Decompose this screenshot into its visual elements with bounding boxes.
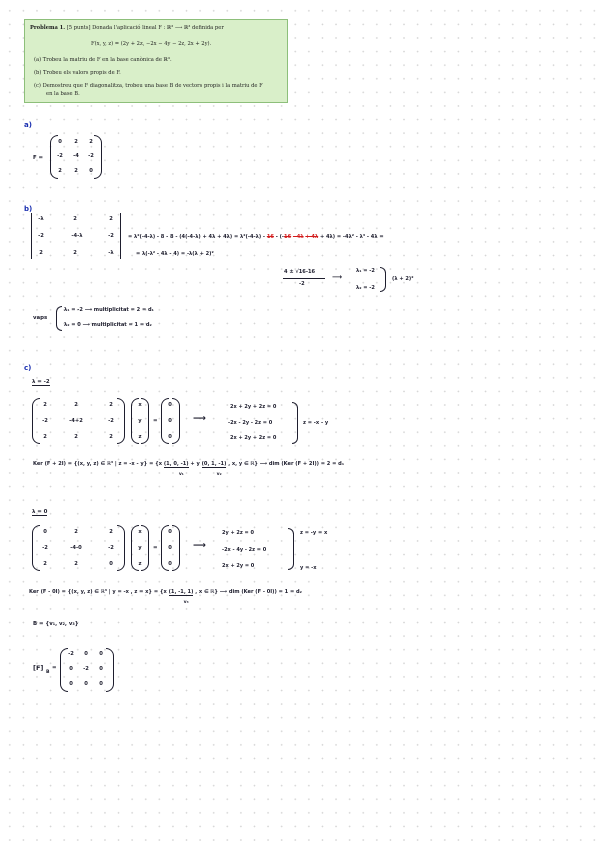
- equation: -2x - 4y - 2z = 0: [222, 547, 267, 553]
- kernel-text: + y: [190, 461, 200, 467]
- vaps-label: vaps: [33, 315, 48, 321]
- struck-term: 16: [266, 234, 274, 240]
- det-cell: -2: [38, 233, 44, 239]
- det-cell: -λ: [108, 250, 114, 256]
- vector-cell: 0: [168, 529, 172, 535]
- section-a-label: a): [24, 121, 32, 129]
- matrix-cell: 2: [43, 402, 47, 408]
- matrix-cell: -2: [83, 666, 89, 672]
- equation: 2x + 2y + 2z = 0: [230, 404, 277, 410]
- lambda-2-heading: λ = 0: [32, 509, 48, 515]
- matrix-cell: -4: [73, 153, 79, 159]
- matrix-cell: 0: [58, 139, 62, 145]
- det-expansion-line-2: = λ(-λ² - 4λ - 4) = -λ(λ + 2)²: [136, 251, 214, 257]
- matrix-cell: 0: [89, 168, 93, 174]
- matrix-cell: 2: [109, 434, 113, 440]
- solution-1: z = -x - y: [303, 420, 329, 426]
- vector-cell: 0: [168, 561, 172, 567]
- problem-part-c-cont: en la base B.: [46, 91, 80, 97]
- root-1: λ₁ = -2: [356, 268, 375, 274]
- kernel-text: Ker (F + 2I) = {(x, y, z) ∈ ℝ³ | z = -x - y} = {x: [33, 461, 163, 467]
- matrix-cell: 2: [43, 434, 47, 440]
- vector-cell: 0: [168, 545, 172, 551]
- right-brace: [292, 402, 298, 444]
- problem-statement-box: [24, 19, 288, 103]
- solution-2a: z = -y = x: [300, 530, 328, 536]
- expansion-part: - (-: [275, 234, 285, 240]
- eigenbasis: B = {v₁, v₂, v₃}: [33, 621, 79, 627]
- solution-2b: y = -x: [300, 565, 317, 571]
- root-2: λ₂ = -2: [356, 285, 375, 291]
- struck-term: - 4λ: [292, 234, 304, 240]
- matrix-cell: 2: [74, 168, 78, 174]
- kernel-2-line: [29, 589, 302, 605]
- matrix-F-lhs: F =: [33, 155, 44, 161]
- matrix-cell: -2: [88, 153, 94, 159]
- det-cell: -4-λ: [71, 233, 83, 239]
- problem-points: [5 punts]: [66, 25, 91, 31]
- matrix-cell: 2: [109, 529, 113, 535]
- equals-sign: =: [153, 418, 158, 424]
- vector-cell: x: [138, 402, 142, 408]
- problem-part-c: (c) Demostreu que F diagonalitza, trobeu una base B de vectors propis i la matriu de F: [34, 83, 263, 89]
- problem-header: [30, 25, 224, 31]
- det-cell: 2: [73, 216, 77, 222]
- det-cell: 2: [73, 250, 77, 256]
- eigenvector-v3-value: (1, -1, 1): [168, 589, 194, 595]
- matrix-cell: -2: [57, 153, 63, 159]
- struck-term: 16: [284, 234, 292, 240]
- equals-sign: =: [153, 545, 158, 551]
- vector-cell: x: [138, 529, 142, 535]
- eigenvector-v2: [201, 461, 227, 477]
- problem-intro: Donada l'aplicació lineal F : ℝ³ ⟶ ℝ³ definida per: [92, 25, 224, 31]
- vector-cell: z: [138, 561, 142, 567]
- problem-part-a: (a) Trobeu la matriu de F en la base canònica de ℝ³.: [34, 57, 172, 63]
- eigenvector-v2-value: (0, 1, -1): [201, 461, 227, 467]
- matrix-cell: 2: [58, 168, 62, 174]
- det-cell: 2: [109, 216, 113, 222]
- section-b-label: b): [24, 205, 33, 213]
- expansion-part: = λ²(-4-λ) - 8 - 8 - (4(-4-λ) + 4λ + 4λ) = λ²(-4-λ) -: [128, 234, 266, 240]
- equation: 2x + 2y + 2z = 0: [230, 435, 277, 441]
- section-c-label: c): [24, 364, 32, 372]
- matrix-cell: 0: [43, 529, 47, 535]
- matrix-cell: -4+2: [69, 418, 83, 424]
- matrix-cell: 0: [69, 666, 73, 672]
- vector-cell: y: [138, 418, 142, 424]
- matrix-cell: 2: [74, 402, 78, 408]
- eigenvector-v1-label: v₁: [178, 472, 184, 477]
- matrix-cell: 2: [74, 139, 78, 145]
- matrix-cell: 2: [74, 434, 78, 440]
- equation: -2x - 2y - 2z = 0: [228, 420, 273, 426]
- matrix-cell: -2: [108, 418, 114, 424]
- right-brace: [288, 528, 294, 570]
- matrix-cell: 0: [69, 681, 73, 687]
- quad-denominator: -2: [299, 281, 305, 287]
- matrix-cell: 0: [84, 651, 88, 657]
- arrow: ⟶: [332, 273, 343, 281]
- matrix-cell: -2: [108, 545, 114, 551]
- problem-title: Problema 1.: [30, 25, 66, 31]
- eigenvector-v3-label: v₃: [183, 600, 189, 605]
- eigenvector-v1: [163, 461, 189, 477]
- matrix-cell: 2: [74, 529, 78, 535]
- right-brace: [380, 267, 386, 292]
- arrow: ⟶: [193, 414, 206, 424]
- matrix-cell: -2: [42, 418, 48, 424]
- matrix-cell: -2: [68, 651, 74, 657]
- eigenvalue-1: λ₁ = -2 ⟶ multiplicitat = 2 = d₁: [64, 307, 154, 313]
- matrix-cell: -4-0: [70, 545, 82, 551]
- matrix-cell: 2: [109, 402, 113, 408]
- matrix-cell: 0: [99, 681, 103, 687]
- det-cell: 2: [39, 250, 43, 256]
- fraction-bar: [283, 278, 325, 279]
- matrix-cell: 2: [43, 561, 47, 567]
- matrix-cell: 0: [99, 666, 103, 672]
- det-cell: -λ: [38, 216, 44, 222]
- kernel-1-line: [33, 461, 345, 477]
- eigenvector-v2-label: v₂: [216, 472, 222, 477]
- arrow: ⟶: [193, 541, 206, 551]
- equals-sign: =: [52, 665, 57, 671]
- matrix-cell: 0: [84, 681, 88, 687]
- det-bar-right: [120, 213, 121, 259]
- vector-cell: 0: [168, 402, 172, 408]
- matrix-cell: 2: [74, 561, 78, 567]
- problem-part-b: (b) Trobeu els valors propis de F.: [34, 70, 121, 76]
- kernel-text: Ker (F - 0I) = {(x, y, z) ∈ ℝ³ | y = -x , z = x} = {x: [29, 589, 167, 595]
- quad-numerator: 4 ± √16-16: [284, 269, 316, 275]
- matrix-cell: -2: [42, 545, 48, 551]
- det-bar-left: [31, 213, 32, 259]
- struck-term: + 4λ: [305, 234, 319, 240]
- eigenvector-v1-value: (1, 0, -1): [163, 461, 189, 467]
- lambda-1-heading: λ = -2: [32, 379, 50, 385]
- det-cell: -2: [108, 233, 114, 239]
- fb-label: [F]: [33, 664, 44, 672]
- problem-formula: F(x, y, z) = (2y + 2z, −2x − 4y − 2z, 2x + 2y).: [91, 41, 212, 47]
- vector-cell: y: [138, 545, 142, 551]
- equation: 2y + 2z = 0: [222, 530, 254, 536]
- left-brace: [56, 306, 62, 331]
- matrix-cell: 0: [109, 561, 113, 567]
- eigenvector-v3: [168, 589, 194, 605]
- matrix-cell: 2: [89, 139, 93, 145]
- det-expansion-line-1: [128, 234, 384, 240]
- vector-cell: z: [138, 434, 142, 440]
- factored-root: (λ + 2)²: [392, 276, 414, 282]
- fb-subscript: B: [46, 670, 50, 675]
- expansion-part: + 4λ) = -4λ² - λ³ - 4λ =: [319, 234, 384, 240]
- vector-cell: 0: [168, 418, 172, 424]
- eigenvalue-2: λ₂ = 0 ⟶ multiplicitat = 1 = d₂: [64, 322, 152, 328]
- kernel-text: , x, y ∈ ℝ} ⟶ dim (Ker (F + 2I)) = 2 = d₁: [228, 461, 345, 467]
- matrix-cell: 0: [99, 651, 103, 657]
- vector-cell: 0: [168, 434, 172, 440]
- kernel-text: , x ∈ ℝ} ⟶ dim (Ker (F - 0I)) = 1 = d₂: [195, 589, 302, 595]
- equation: 2x + 2y = 0: [222, 563, 255, 569]
